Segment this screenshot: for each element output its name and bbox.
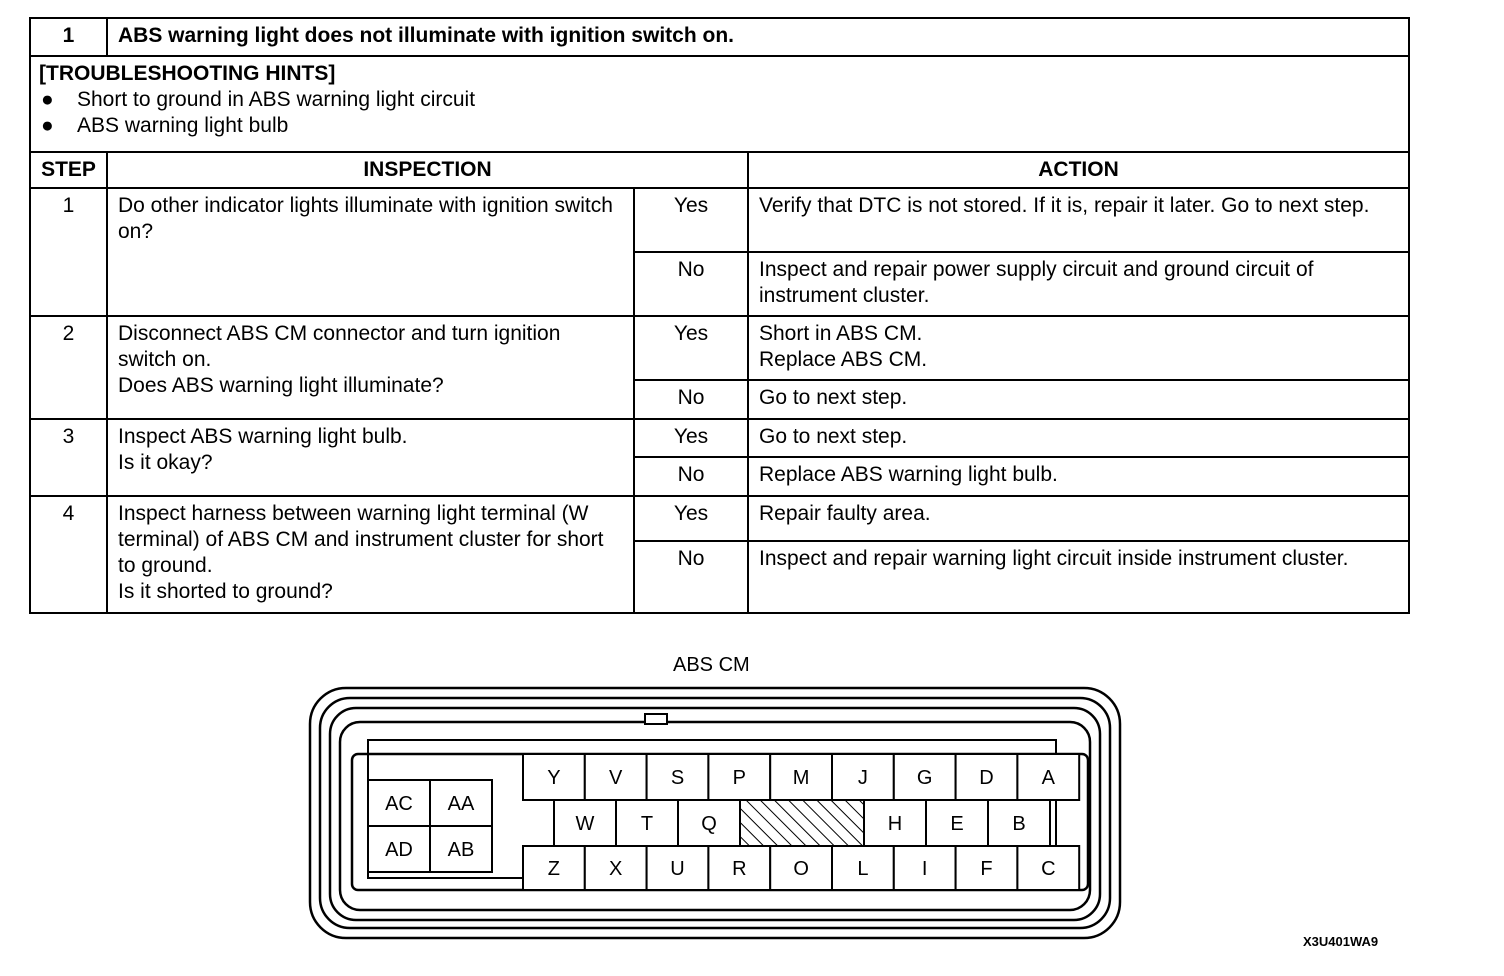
connector-label: ABS CM [673, 654, 750, 676]
yes-label: Yes [634, 188, 748, 252]
bullet-icon: ● [41, 88, 54, 111]
no-action: Go to next step. [748, 380, 1409, 419]
terminal-label: J [857, 767, 868, 789]
no-label: No [634, 252, 748, 316]
hints-cell [30, 56, 1409, 152]
terminal-label: W [575, 813, 595, 835]
bullet-icon: ● [41, 114, 54, 137]
terminal-pins [368, 754, 1079, 890]
connector-latch [645, 714, 667, 724]
terminal-label: AC [385, 793, 413, 815]
header-row [30, 152, 1409, 188]
terminal-label: AD [385, 839, 413, 861]
yes-label: Yes [634, 419, 748, 457]
yes-action: Go to next step. [748, 419, 1409, 457]
terminal-label: I [921, 858, 928, 880]
yes-label: Yes [634, 496, 748, 541]
step-inspection: Inspect harness between warning light terminal (W terminal) of ABS CM and instrument cluster for short to ground. Is it shorted to ground? [107, 496, 634, 613]
terminal-label: R [732, 858, 747, 880]
title-number: 1 [30, 18, 107, 56]
terminal-label: B [1012, 813, 1026, 835]
troubleshooting-table [29, 17, 1410, 614]
step-row [30, 316, 1409, 380]
hints-row [30, 56, 1409, 152]
no-action: Replace ABS warning light bulb. [748, 457, 1409, 496]
no-label: No [634, 457, 748, 496]
step-row [30, 188, 1409, 252]
blank-terminal [740, 800, 864, 846]
step-row [30, 496, 1409, 541]
title-text: ABS warning light does not illuminate with ignition switch on. [107, 18, 1409, 56]
header-action: ACTION [748, 152, 1409, 188]
header-inspection: INSPECTION [107, 152, 748, 188]
terminal-label: S [670, 767, 685, 789]
terminal-label: F [980, 858, 993, 880]
terminal-label: Q [701, 813, 717, 835]
yes-label: Yes [634, 316, 748, 380]
no-action: Inspect and repair warning light circuit inside instrument cluster. [748, 541, 1409, 613]
step-inspection: Disconnect ABS CM connector and turn ignition switch on. Does ABS warning light illuminate? [107, 316, 634, 419]
terminal-label: E [950, 813, 964, 835]
terminal-label: Z [547, 858, 561, 880]
step-number: 4 [30, 496, 107, 613]
terminal-label: D [979, 767, 994, 789]
yes-action: Short in ABS CM. Replace ABS CM. [748, 316, 1409, 380]
terminal-label: L [857, 858, 869, 880]
abs-cm-connector-diagram [300, 680, 1130, 942]
header-step: STEP [30, 152, 107, 188]
terminal-label: AB [447, 839, 475, 861]
terminal-label: P [732, 767, 746, 789]
terminal-label: A [1041, 767, 1055, 789]
hints-heading: [TROUBLESHOOTING HINTS] [39, 62, 336, 85]
hint-text: Short to ground in ABS warning light circuit [77, 88, 476, 111]
hint-item [39, 87, 1398, 113]
step-number: 1 [30, 188, 107, 316]
no-label: No [634, 380, 748, 419]
terminal-label: AA [447, 793, 475, 815]
terminal-label: T [640, 813, 654, 835]
step-number: 3 [30, 419, 107, 496]
no-action: Inspect and repair power supply circuit and ground circuit of instrument cluster. [748, 252, 1409, 316]
terminal-label: O [793, 858, 809, 880]
step-number: 2 [30, 316, 107, 419]
terminal-label: M [792, 767, 810, 789]
hint-text: ABS warning light bulb [77, 114, 289, 137]
terminal-label: V [609, 767, 623, 789]
step-row [30, 419, 1409, 457]
hint-item [39, 113, 1398, 139]
terminal-label: G [916, 767, 933, 789]
figure-code: X3U401WA9 [1303, 934, 1379, 949]
step-inspection: Inspect ABS warning light bulb. Is it okay? [107, 419, 634, 496]
terminal-label: H [887, 813, 903, 835]
yes-action: Verify that DTC is not stored. If it is, repair it later. Go to next step. [748, 188, 1409, 252]
terminal-label: C [1041, 858, 1056, 880]
terminal-label: Y [547, 767, 561, 789]
no-label: No [634, 541, 748, 613]
yes-action: Repair faulty area. [748, 496, 1409, 541]
title-row [30, 18, 1409, 56]
step-inspection: Do other indicator lights illuminate with ignition switch on? [107, 188, 634, 316]
terminal-label: U [670, 858, 685, 880]
terminal-label: X [609, 858, 623, 880]
